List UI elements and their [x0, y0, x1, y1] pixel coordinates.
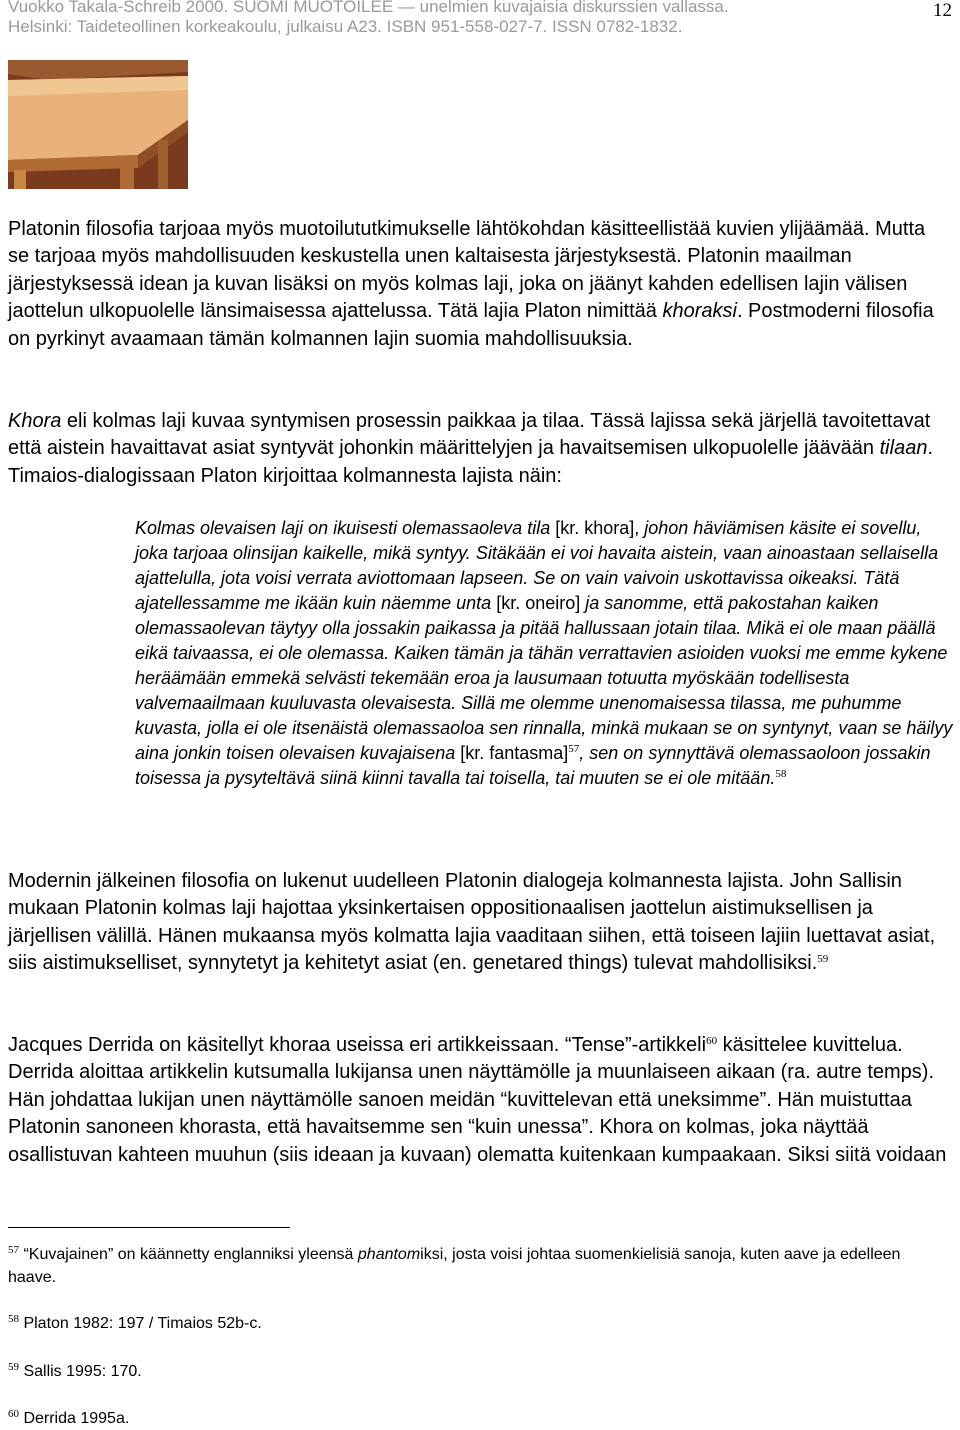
header-line-1: Vuokko Takala-Schreib 2000. SUOMI MUOTOILEE — unelmien kuvajaisia diskurssien vallassa. [8, 0, 729, 16]
quote-text-1: [kr. khora], [550, 518, 645, 538]
p2-text-1: eli kolmas laji kuvaa syntymisen prosessin paikkaa ja tilaa. Tässä lajissa sekä järjellä tavoitettavat että aistein havaittavat asiat syntyvät johonkin määrittelyjen ja havaitsemisen ulkopuolelle jäävään [8, 410, 931, 460]
footnote-number: 59 [8, 1361, 19, 1373]
footnote-text: “Kuvajainen” on käännetty englanniksi yleensä [19, 1246, 358, 1263]
quote-italic-1: Kolmas olevaisen laji on ikuisesti olemassaoleva tila [135, 518, 551, 538]
paragraph-2 [8, 408, 938, 490]
footnote-ref-60[interactable]: 60 [706, 1035, 718, 1047]
footnote-ref-59[interactable]: 59 [817, 953, 829, 966]
chair-photo-icon [8, 60, 188, 189]
header-line-2: Helsinki: Taideteollinen korkeakoulu, julkaisu A23. ISBN 951-558-027-7. ISSN 0782-1832. [8, 17, 683, 36]
footnote-58 [8, 1308, 938, 1335]
running-header [8, 0, 729, 37]
footnote-ref-58[interactable]: 58 [775, 768, 787, 780]
p2-italic-khora: Khora [8, 410, 62, 432]
footnote-text: Platon 1982: 197 / Timaios 52b-c. [19, 1315, 262, 1332]
footnote-italic: phantom [357, 1246, 421, 1263]
paragraph-4 [8, 1032, 953, 1169]
p2-text-2: . Timaios-dialogissaan Platon kirjoittaa kolmannesta lajista näin: [8, 437, 933, 487]
footnote-60 [8, 1403, 938, 1430]
quote-italic-2: johon häviämisen käsite ei sovellu, joka tarjoaa olinsijan kaikelle, mikä syntyy. Sitäkään ei voi havaita aistein, vaan ainoastaan sellaisella ajattelulla, jota voisi verrata aviottomaan lapseen. Se on vain vaivoin uskottavissa oikeaksi. Tätä ajatellessamme me ikään kuin näemme unta [135, 518, 939, 613]
footnote-separator [8, 1227, 290, 1228]
footnote-number: 57 [8, 1244, 19, 1256]
block-quote [135, 516, 955, 791]
quote-text-2: [kr. oneiro] [491, 593, 586, 613]
paragraph-3 [8, 868, 953, 978]
quote-italic-4: , sen on synnyttävä olemassaoloon jossakin toisessa ja pysyteltävä siinä kiinni tavalla tai toisella, tai muuten se ei ole mitään. [135, 743, 931, 788]
paragraph-1 [8, 216, 938, 353]
p1-italic-khoraksi: khoraksi [662, 300, 737, 323]
footnote-number: 58 [8, 1313, 19, 1325]
footnote-text: Derrida 1995a. [19, 1410, 130, 1427]
p4-text-1: Jacques Derrida on käsitellyt khoraa useissa eri artikkeissaan. “Tense”-artikkeli [8, 1034, 707, 1056]
p3-text: Modernin jälkeinen filosofia on lukenut uudelleen Platonin dialogeja kolmannesta lajista. John Sallisin mukaan Platonin kolmas laji hajottaa yksinkertaisen oppositionaalisen jaottelun aistimuksellisen ja järjellisen välillä. Hänen mukaansa myös kolmatta lajia vaaditaan siihen, että toiseen lajiin luettavat asiat, siis aistimukselliset, synnytetyt ja kehitetyt asiat (en. genetared things) tulevat mahdollisiksi. [8, 870, 936, 975]
p1-text-2: . Postmoderni filosofia on pyrkinyt avaamaan tämän kolmannen lajin suomia mahdollisuuksia. [8, 300, 934, 350]
footnote-57 [8, 1239, 938, 1289]
p2-italic-tilaan: tilaan [879, 437, 928, 460]
p1-text-1: Platonin filosofia tarjoaa myös muotoilututkimukselle lähtökohdan käsitteellistää kuvien ylijäämää. Mutta se tarjoaa myös mahdollisuuden keskustella unen kaltaisesta järjestyksestä. Platonin maailman järjestyksessä idean ja kuvan lisäksi on myös kolmas laji, joka on jäänyt kahden edellisen lajin välisen jaottelun ulkopuolelle länsimaisessa ajattelussa. Tätä lajia Platon nimittää [8, 218, 926, 323]
quote-italic-3: ja sanomme, että pakostahan kaiken olemassaolevan täytyy olla jossakin paikassa ja pitää hallussaan jotain tilaa. Mikä ei ole maan päällä eikä taivaassa, ei ole olemassa. Kaiken tämän ja tähän verrattavien asioiden vuoksi me emme kykene heräämään emmekä selvästi tekemään eroa ja lausumaan totuutta myöskään todellisesta valvemaailmaan kuuluvasta olevaisesta. Sillä me olemme unenomaisessa tilassa, me puhumme kuvasta, jolla ei ole itsenäistä olemassaoloa sen rinnalla, minkä mukaan se on syntynyt, vaan se häilyy aina jonkin toisen olevaisen kuvajaisena [135, 593, 953, 763]
chair-photo [8, 60, 188, 189]
page-number: 12 [933, 0, 952, 21]
footnote-59 [8, 1356, 938, 1383]
quote-text-3: [kr. fantasma] [455, 743, 569, 763]
footnote-text: Sallis 1995: 170. [19, 1363, 142, 1380]
footnote-number: 60 [8, 1408, 19, 1420]
p4-text-2: käsittelee kuvittelua. Derrida aloittaa artikkelin kutsumalla lukijansa unen näyttämölle ja muunlaiseen aikaan (ra. autre temps). Hän johdattaa lukijan unen näyttämölle sanoen meidän “kuvittelevan että uneksimme”. Hän muistuttaa Platonin sanoneen khorasta, että havaitsemme sen “kuin unessa”. Khora on kolmas, joka näyttää osallistuvan kahteen muuhun (siis ideaan ja kuvaan) olematta kuitenkaan kumpaakaan. Siksi siitä voidaan [8, 1034, 947, 1166]
footnote-text-2: iksi, josta voisi johtaa suomenkielisiä sanoja, kuten aave ja edelleen haave. [8, 1246, 901, 1286]
footnote-ref-57[interactable]: 57 [568, 743, 580, 755]
